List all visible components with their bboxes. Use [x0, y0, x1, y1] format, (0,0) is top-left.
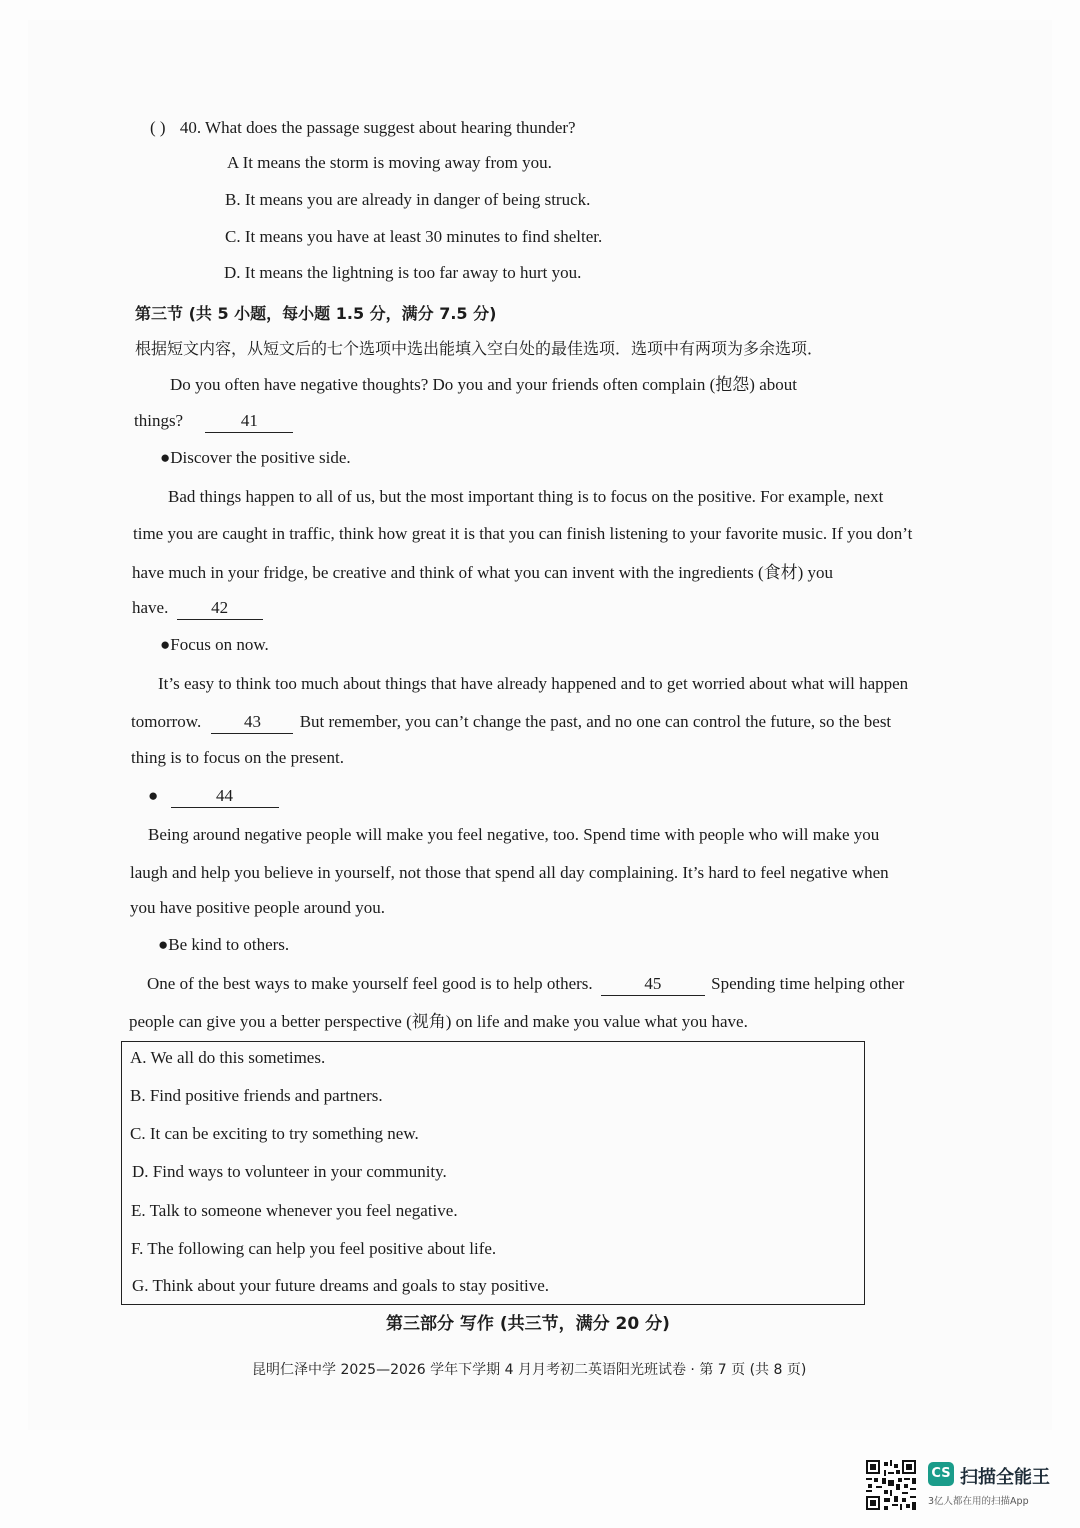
page-footer: 昆明仁泽中学 2025—2026 学年下学期 4 月月考初二英语阳光班试卷 · 第 7 页 (共 8 页) [252, 1362, 807, 1378]
passage-text: One of the best ways to make yourself feel good is to help others. [147, 974, 593, 993]
passage-line [131, 711, 891, 734]
passage-line: Bad things happen to all of us, but the most important thing is to focus on the positive. For example, next [168, 487, 884, 506]
choice-a: A. We all do this sometimes. [130, 1048, 326, 1067]
passage-line [134, 410, 293, 433]
bullet-icon: ● [148, 786, 159, 805]
blank-42[interactable]: 42 [177, 597, 263, 620]
bullet-heading: ●Discover the positive side. [160, 448, 351, 467]
passage-line: you have positive people around you. [130, 898, 385, 917]
passage-line [132, 597, 263, 620]
section3-instruction: 根据短文内容，从短文后的七个选项中选出能填入空白处的最佳选项．选项中有两项为多余选项． [135, 339, 824, 358]
passage-line: have much in your fridge, be creative and think of what you can invent with the ingredients (食材) you [132, 563, 834, 582]
bullet-heading [148, 785, 279, 808]
choice-g: G. Think about your future dreams and goals to stay positive. [132, 1276, 550, 1295]
passage-line: It’s easy to think too much about things that have already happened and to get worried about what will happen [158, 674, 909, 693]
blank-44[interactable]: 44 [171, 785, 279, 808]
choice-d: D. Find ways to volunteer in your community. [132, 1162, 447, 1181]
passage-text: tomorrow. [131, 712, 202, 731]
passage-line: laugh and help you believe in yourself, not those that spend all day complaining. It’s hard to feel negative when [130, 863, 889, 882]
choice-f: F. The following can help you feel positive about life. [131, 1239, 497, 1258]
camscanner-logo: CS [928, 1462, 954, 1486]
choice-e: E. Talk to someone whenever you feel negative. [131, 1201, 458, 1220]
passage-text: But remember, you can’t change the past, and no one can control the future, so the best [299, 712, 892, 731]
passage-line: Do you often have negative thoughts? Do you and your friends often complain (抱怨) about [170, 375, 797, 394]
qr-code-icon [866, 1460, 916, 1510]
blank-41[interactable]: 41 [205, 410, 293, 433]
passage-line: thing is to focus on the present. [131, 748, 344, 767]
choice-b: B. Find positive friends and partners. [130, 1086, 383, 1105]
watermark-name: 扫描全能王 [960, 1467, 1050, 1488]
bullet-heading: ●Focus on now. [160, 635, 269, 654]
blank-45[interactable]: 45 [601, 973, 705, 996]
q40-option-a: A It means the storm is moving away from you. [227, 153, 552, 172]
q40-stem: 40. What does the passage suggest about hearing thunder? [179, 118, 576, 137]
passage-text: have. [132, 598, 169, 617]
section3-heading: 第三节 (共 5 小题，每小题 1.5 分，满分 7.5 分) [135, 304, 497, 323]
watermark-tagline: 3亿人都在用的扫描App [928, 1496, 1029, 1507]
q40-stem-line [150, 117, 576, 139]
passage-line: Being around negative people will make you feel negative, too. Spend time with people who will make you [148, 825, 880, 844]
passage-line: people can give you a better perspective (视角) on life and make you value what you have. [129, 1012, 748, 1031]
choice-c: C. It can be exciting to try something new. [130, 1124, 419, 1143]
q40-option-c: C. It means you have at least 30 minutes to find shelter. [225, 227, 603, 246]
passage-line [147, 973, 904, 996]
passage-text: things? [134, 411, 184, 430]
q40-option-b: B. It means you are already in danger of being struck. [225, 190, 591, 209]
answer-paren: ( ) [150, 118, 166, 137]
part3-heading: 第三部分 写作 (共三节，满分 20 分) [386, 1314, 670, 1334]
blank-43[interactable]: 43 [211, 711, 293, 734]
q40-option-d: D. It means the lightning is too far away to hurt you. [224, 263, 582, 282]
passage-line: time you are caught in traffic, think how great it is that you can finish listening to your favorite music. If you don’t [133, 524, 913, 543]
passage-text: Spending time helping other [711, 974, 905, 993]
bullet-heading: ●Be kind to others. [158, 935, 290, 954]
